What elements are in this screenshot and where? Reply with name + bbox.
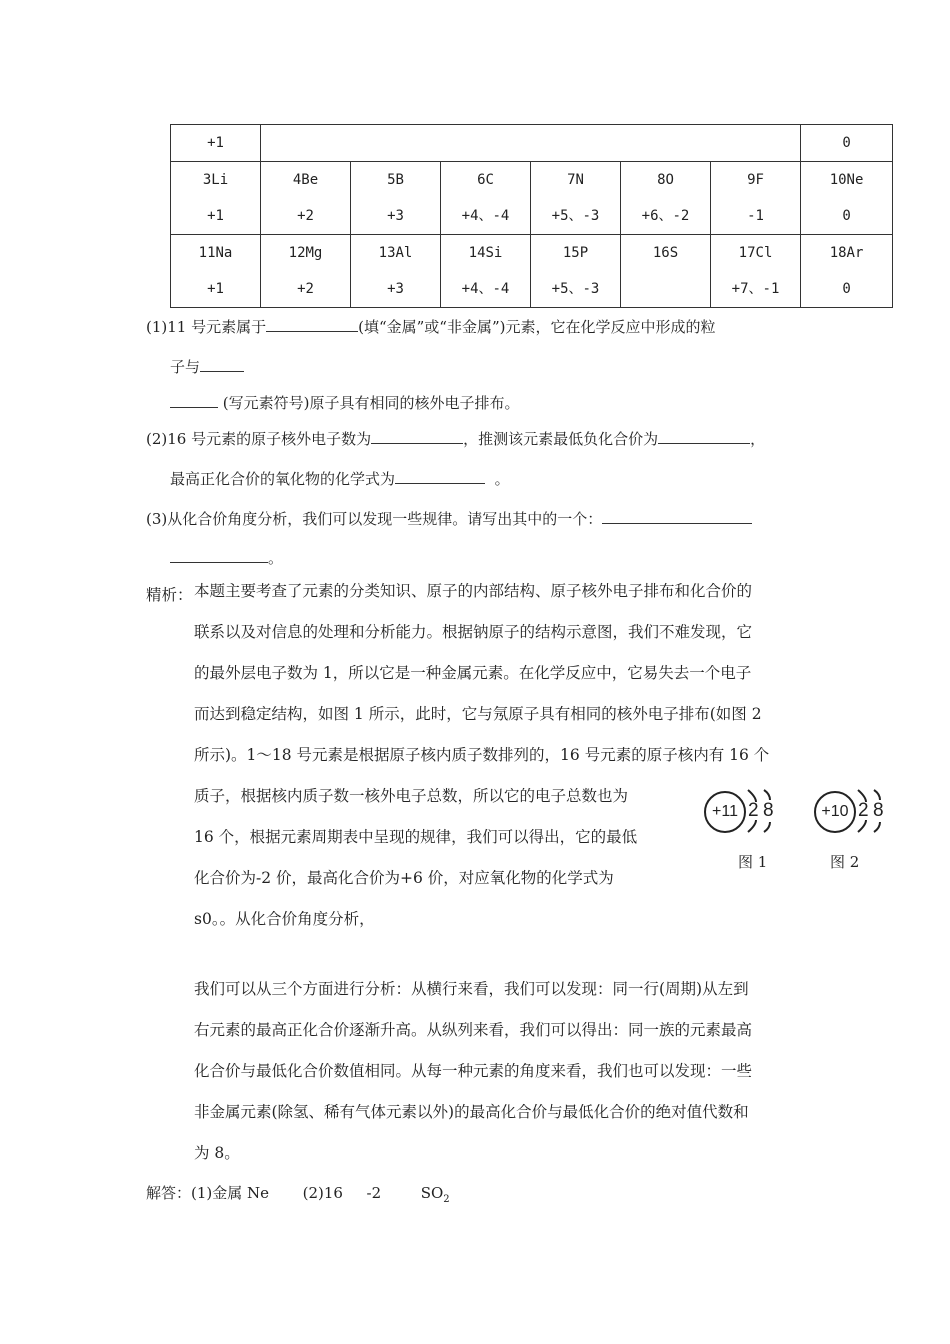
table-cell: 9F -1 [711, 162, 801, 235]
answer-blank[interactable] [200, 357, 244, 372]
table-cell: 12Mg +2 [261, 235, 351, 308]
table-cell: 6C +4、-4 [441, 162, 531, 235]
answer-blank[interactable] [658, 429, 750, 444]
table-cell: 8O +6、-2 [621, 162, 711, 235]
question-3-line-1: (3)从化合价角度分析，我们可以发现一些规律。请写出其中的一个： [146, 508, 752, 529]
table-cell: 4Be +2 [261, 162, 351, 235]
analysis-paragraph-1: 本题主要考查了元素的分类知识、原子的内部结构、原子核外电子排布和化合价的 联系以及对信息的处理和分析能力。根据钠原子的结构示意图，我们不难发现，它 的最外层电子数为 1，所以它是一种金属元素。在化学反应中，它易失去一个电子 而达到稳定结构，如图 1 所示，此时，它与氖原子具有相同的核外电子排布(如图 2 所示)。1～18 号元素是根据原子核内质子数排列的，16 号元素的原子核内有 16 个 质子，根据核内质子数一核外电子总数，所以它的电子总数也为 16 个，根据元素周期表中呈现的规律，我们可以得出，它的最低 化合价为-2 价，最高化合价为+6 价，对应氧化物的化学式为 s0。。从化合价角度分析， [194, 582, 770, 928]
analysis-paragraph-2: 我们可以从三个方面进行分析：从横行来看，我们可以发现：同一行(周期)从左到 右元素的最高正化合价逐渐升高。从纵列来看，我们可以得出：同一族的元素最高 化合价与最低化合价数值相同。从每一种元素的角度来看，我们也可以发现：一些 非金属元素(除氢、稀有气体元素以外)的最高化合价与最低化合价的绝对值代数和 为 8。 [194, 980, 753, 1162]
table-cell: 13Al +3 [351, 235, 441, 308]
analysis-label: 精析： [146, 586, 193, 604]
table-cell: +1 [171, 125, 261, 162]
table-cell: 18Ar 0 [801, 235, 893, 308]
answer-blank[interactable] [395, 469, 485, 484]
question-1-line-3: (写元素符号)原子具有相同的核外电子排布。 [170, 392, 520, 413]
question-2-line-2: 最高正化合价的氧化物的化学式为 。 [170, 470, 510, 488]
answer-blank[interactable] [371, 429, 463, 444]
table-cell: 3Li +1 [171, 162, 261, 235]
table-cell: 16S [621, 235, 711, 308]
shell-electrons-2: 8 [873, 800, 884, 821]
figure-caption: 图 1 [738, 853, 768, 871]
table-cell-empty [261, 125, 801, 162]
table-cell: 11Na +1 [171, 235, 261, 308]
question-1-line-1: (1)11 号元素属于 (填“金属”或“非金属”)元素，它在化学反应中形成的粒 [146, 318, 716, 336]
answer-blank[interactable] [266, 317, 358, 332]
table-cell: 14Si +4、-4 [441, 235, 531, 308]
table-cell: 15P +5、-3 [531, 235, 621, 308]
shell-electrons-1: 2 [748, 800, 759, 821]
valence-table [170, 124, 893, 308]
nucleus: +10 [814, 791, 856, 833]
question-2-line-1: (2)16 号元素的原子核外电子数为 ，推测该元素最低负化合价为 ， [146, 430, 766, 448]
shell-electrons-1: 2 [858, 800, 869, 821]
table-cell: 17Cl +7、-1 [711, 235, 801, 308]
question-3-line-2: 。 [170, 547, 283, 568]
table-row [171, 162, 893, 235]
table-row [171, 235, 893, 308]
answer-line: 解答：(1)金属 Ne (2)16 -2 $SO_2$ [146, 1184, 450, 1205]
answer-blank[interactable] [170, 548, 268, 563]
answer-blank[interactable] [602, 509, 752, 524]
answer-blank[interactable] [170, 393, 218, 408]
figure-caption: 图 2 [830, 853, 860, 871]
shell-electrons-2: 8 [763, 800, 774, 821]
question-1-line-2: 子与 [170, 356, 244, 377]
table-cell: 0 [801, 125, 893, 162]
nucleus: +11 [704, 791, 746, 833]
table-cell: 5B +3 [351, 162, 441, 235]
table-row [171, 125, 893, 162]
table-cell: 10Ne 0 [801, 162, 893, 235]
table-cell: 7N +5、-3 [531, 162, 621, 235]
